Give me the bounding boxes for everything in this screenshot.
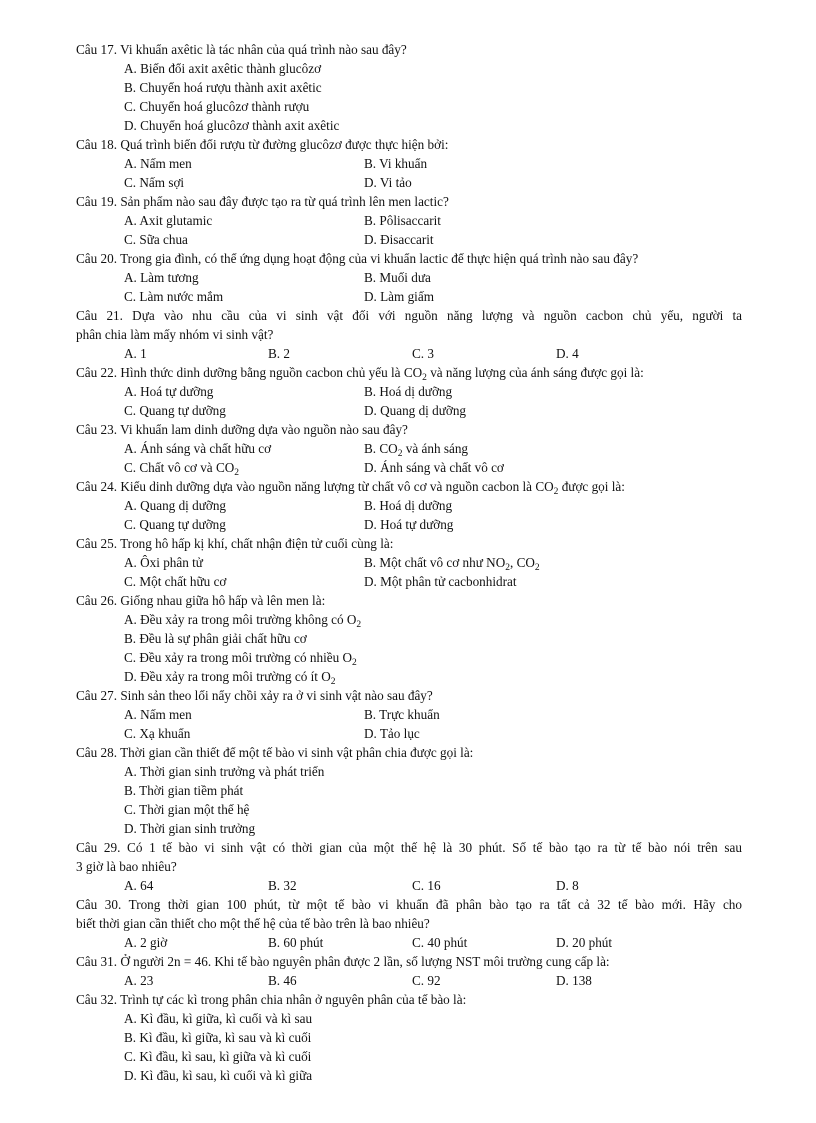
option-b: B. Một chất vô cơ như $NO_2$, $CO_2$ <box>364 555 540 573</box>
option-d: D. 8 <box>556 878 579 893</box>
question-25 <box>0 534 816 553</box>
option-b: B. $CO_2$ và ánh sáng <box>364 441 469 459</box>
option-c: C. 40 phút <box>412 935 468 950</box>
option-d: D. 4 <box>556 346 579 361</box>
question-stem: Câu 30. Trong thời gian 100 phút, từ một tế bào vi khuẩn đã phân bào tạo ra tất cả 32 tế bào mới. Hãy cho <box>76 897 742 912</box>
question-30 <box>0 895 816 914</box>
option-a: A. Kì đầu, kì giữa, kì cuối và kì sau <box>124 1011 313 1026</box>
option-a: A. Làm tương <box>124 270 199 285</box>
option-b: B. Vi khuẩn <box>364 156 428 171</box>
option-d: D. Đisaccarit <box>364 232 434 247</box>
question-stem: Câu 19. Sản phẩm nào sau đây được tạo ra từ quá trình lên men lactic? <box>76 194 449 209</box>
option-a: A. Nấm men <box>124 156 192 171</box>
option-d: D. Tảo lục <box>364 726 420 741</box>
question-stem: Câu 32. Trình tự các kì trong phân chia nhân ở nguyên phân của tế bào là: <box>76 992 467 1007</box>
option-d: D. Hoá tự dưỡng <box>364 517 454 532</box>
option-d: D. 20 phút <box>556 935 613 950</box>
option-b: B. Hoá dị dưỡng <box>364 384 453 399</box>
question-stem: Câu 23. Vi khuẩn lam dinh dưỡng dựa vào nguồn nào sau đây? <box>76 422 408 437</box>
question-stem: Câu 26. Giống nhau giữa hô hấp và lên men là: <box>76 593 326 608</box>
option-d: D. Ánh sáng và chất vô cơ <box>364 460 504 475</box>
option-b: B. Muối dưa <box>364 270 431 285</box>
option-d: D. Kì đầu, kì sau, kì cuối và kì giữa <box>124 1068 313 1083</box>
question-stem: Câu 29. Có 1 tế bào vi sinh vật có thời gian của một thế hệ là 30 phút. Số tế bào tạo ra từ tế bào nói trên sau <box>76 840 742 855</box>
option-d: D. Quang dị dưỡng <box>364 403 467 418</box>
question-stem: Câu 27. Sinh sản theo lối nẩy chồi xảy ra ở vi sinh vật nào sau đây? <box>76 688 433 703</box>
question-32 <box>0 990 816 1009</box>
option-a: A. Biến đổi axit axêtic thành glucôzơ <box>124 61 322 76</box>
question-24 <box>0 477 816 496</box>
option-c: C. Đều xảy ra trong môi trường có nhiều $O_2$ <box>124 650 357 668</box>
option-b: B. 32 <box>268 878 297 893</box>
option-c: C. Xạ khuẩn <box>124 726 191 741</box>
question-stem: Câu 17. Vi khuẩn axêtic là tác nhân của quá trình nào sau đây? <box>76 42 407 57</box>
question-19 <box>0 192 816 211</box>
option-d: D. 138 <box>556 973 592 988</box>
option-b: B. 2 <box>268 346 290 361</box>
option-d: D. Một phân tử cacbonhidrat <box>364 574 517 589</box>
option-b: B. 60 phút <box>268 935 324 950</box>
question-stem: Câu 18. Quá trình biến đổi rượu từ đường glucôzơ được thực hiện bởi: <box>76 137 449 152</box>
option-c: C. Nấm sợi <box>124 175 185 190</box>
option-a: A. Hoá tự dưỡng <box>124 384 214 399</box>
option-b: B. Chuyển hoá rượu thành axit axêtic <box>124 80 322 95</box>
option-b: B. Hoá dị dưỡng <box>364 498 453 513</box>
option-c: C. Chuyển hoá glucôzơ thành rượu <box>124 99 310 114</box>
question-22 <box>0 363 816 382</box>
option-a: A. 2 giờ <box>124 935 168 950</box>
option-c: C. Quang tự dưỡng <box>124 517 226 532</box>
question-stem: Câu 28. Thời gian cần thiết để một tế bào vi sinh vật phân chia được gọi là: <box>76 745 474 760</box>
option-c: C. Chất vô cơ và $CO_2$ <box>124 460 240 478</box>
question-23 <box>0 420 816 439</box>
question-stem: Câu 31. Ở người 2n = 46. Khi tế bào nguyên phân được 2 lần, số lượng NST môi trường cung cấp là: <box>76 954 610 969</box>
option-a: A. 1 <box>124 346 147 361</box>
question-26 <box>0 591 816 610</box>
question-20 <box>0 249 816 268</box>
option-c: C. Kì đầu, kì sau, kì giữa và kì cuối <box>124 1049 312 1064</box>
option-d: D. Vi tảo <box>364 175 412 190</box>
question-stem-cont: phân chia làm mấy nhóm vi sinh vật? <box>76 327 274 342</box>
option-b: B. Kì đầu, kì giữa, kì sau và kì cuối <box>124 1030 312 1045</box>
option-c: C. 16 <box>412 878 441 893</box>
option-b: B. Thời gian tiềm phát <box>124 783 244 798</box>
question-stem-cont: biết thời gian cần thiết cho một thế hệ của tế bào trên là bao nhiêu? <box>76 916 430 931</box>
option-a: A. 23 <box>124 973 154 988</box>
option-c: C. Quang tự dưỡng <box>124 403 226 418</box>
question-stem: Câu 25. Trong hô hấp kị khí, chất nhận điện tử cuối cùng là: <box>76 536 394 551</box>
question-29 <box>0 838 816 857</box>
option-d: D. Thời gian sinh trưởng <box>124 821 256 836</box>
question-21 <box>0 306 816 325</box>
option-c: C. Một chất hữu cơ <box>124 574 227 589</box>
option-a: A. Ôxi phân tử <box>124 555 203 570</box>
question-stem: Câu 21. Dựa vào nhu cầu của vi sinh vật đối với nguồn năng lượng và nguồn cacbon chủ yếu, người ta <box>76 308 742 323</box>
option-a: A. Axit glutamic <box>124 213 213 228</box>
option-c: C. 92 <box>412 973 441 988</box>
question-stem: Câu 24. Kiểu dinh dưỡng dựa vào nguồn năng lượng từ chất vô cơ và nguồn cacbon là $CO_2$ được gọi là: <box>76 479 625 497</box>
option-c: C. Thời gian một thế hệ <box>124 802 250 817</box>
question-stem: Câu 22. Hình thức dinh dưỡng bằng nguồn cacbon chủ yếu là $CO_2$ và năng lượng của ánh sáng được gọi là: <box>76 365 644 383</box>
question-stem: Câu 20. Trong gia đình, có thể ứng dụng hoạt động của vi khuẩn lactic để thực hiện quá trình nào sau đây? <box>76 251 639 266</box>
option-a: A. Ánh sáng và chất hữu cơ <box>124 441 272 456</box>
option-d: D. Đều xảy ra trong môi trường có ít $O_2$ <box>124 669 336 687</box>
question-27 <box>0 686 816 705</box>
option-a: A. Quang dị dưỡng <box>124 498 227 513</box>
question-31 <box>0 952 816 971</box>
option-d: D. Chuyển hoá glucôzơ thành axit axêtic <box>124 118 340 133</box>
question-17 <box>0 40 816 59</box>
question-18 <box>0 135 816 154</box>
option-c: C. Làm nước mắm <box>124 289 224 304</box>
option-c: C. Sữa chua <box>124 232 188 247</box>
question-stem-cont: 3 giờ là bao nhiêu? <box>76 859 177 874</box>
option-b: B. Trực khuẩn <box>364 707 440 722</box>
option-b: B. 46 <box>268 973 297 988</box>
question-28 <box>0 743 816 762</box>
option-d: D. Làm giấm <box>364 289 434 304</box>
option-a: A. 64 <box>124 878 154 893</box>
option-a: A. Thời gian sinh trưởng và phát triển <box>124 764 325 779</box>
option-a: A. Nấm men <box>124 707 192 722</box>
option-a: A. Đều xảy ra trong môi trường không có $O_2$ <box>124 612 362 630</box>
option-b: B. Pôlisaccarit <box>364 213 441 228</box>
option-b: B. Đều là sự phân giải chất hữu cơ <box>124 631 307 646</box>
option-c: C. 3 <box>412 346 434 361</box>
